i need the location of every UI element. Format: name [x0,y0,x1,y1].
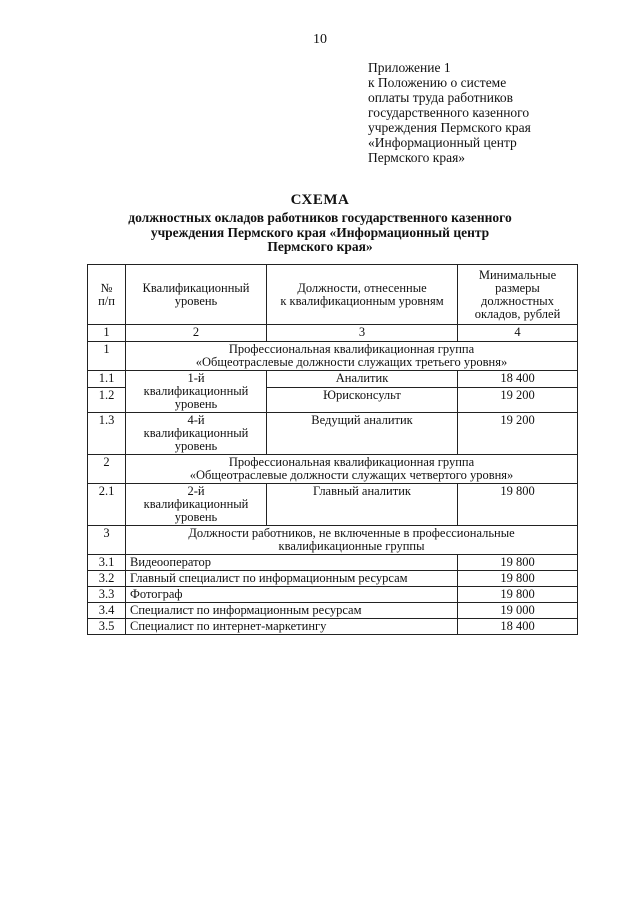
row-num: 1 [88,342,126,371]
row-num: 3.4 [88,603,126,619]
row-num: 1.3 [88,413,126,455]
salary-value: 19 800 [458,484,578,526]
table-row [88,603,578,619]
qualification-level: 2-й квалификационный уровень [126,484,267,526]
appendix-line: Пермского края» [368,150,466,165]
salary-value: 18 400 [458,619,578,635]
appendix-line: оплаты труда работников [368,90,513,105]
salary-value: 19 200 [458,413,578,455]
document-title: СХЕМА [290,192,350,208]
appendix-line: «Информационный центр [368,135,517,150]
page-number: 10 [313,32,327,47]
appendix-line: к Положению о системе [368,75,507,90]
row-num: 1.1 [88,371,126,388]
table-row [88,555,578,571]
position-name: Фотограф [126,587,458,603]
subtitle-line: учреждения Пермского края «Информационный центр [150,224,490,240]
header-positions: Должности, отнесенные к квалификационным уровням [267,265,458,325]
header-salary: Минимальные размеры должностных окладов, рублей [458,265,578,325]
salary-value: 19 200 [458,388,578,413]
header-num: № п/п [88,265,126,325]
table-row [88,587,578,603]
row-num: 1.2 [88,388,126,413]
appendix-line: учреждения Пермского края [368,120,531,135]
table-row [88,484,578,526]
table-row [88,371,578,388]
group-title: Должности работников, не включенные в профессиональные квалификационные группы [126,526,578,555]
group-title: Профессиональная квалификационная группа «Общеотраслевые должности служащих четвертого уровня» [126,455,578,484]
position-name: Главный аналитик [267,484,458,526]
table-header-row [88,265,578,325]
salary-value: 19 800 [458,587,578,603]
column-number: 2 [126,325,267,342]
column-number: 3 [267,325,458,342]
salary-value: 19 000 [458,603,578,619]
row-num: 3.5 [88,619,126,635]
row-num: 2.1 [88,484,126,526]
appendix-note [368,60,608,165]
row-num: 3.2 [88,571,126,587]
document-subtitle [80,211,560,255]
salary-value: 18 400 [458,371,578,388]
position-name: Ведущий аналитик [267,413,458,455]
group-row-3 [88,526,578,555]
salary-value: 19 800 [458,571,578,587]
column-number-row [88,325,578,342]
subtitle-line: Пермского края» [267,239,373,254]
column-number: 1 [88,325,126,342]
row-num: 3 [88,526,126,555]
position-name: Юрисконсульт [267,388,458,413]
position-name: Специалист по информационным ресурсам [126,603,458,619]
table-row [88,413,578,455]
column-number: 4 [458,325,578,342]
salary-table [87,264,578,635]
position-name: Специалист по интернет-маркетингу [126,619,458,635]
group-row-1 [88,342,578,371]
row-num: 3.3 [88,587,126,603]
row-num: 3.1 [88,555,126,571]
table-row [88,619,578,635]
header-level: Квалификационный уровень [126,265,267,325]
appendix-line: государственного казенного [368,105,530,120]
subtitle-line: должностных окладов работников государственного казенного [128,210,512,225]
row-num: 2 [88,455,126,484]
position-name: Главный специалист по информационным ресурсам [126,571,458,587]
appendix-line: Приложение 1 [368,60,451,75]
group-row-2 [88,455,578,484]
position-name: Видеооператор [126,555,458,571]
position-name: Аналитик [267,371,458,388]
table-row [88,571,578,587]
qualification-level: 1-й квалификационный уровень [126,371,267,413]
salary-value: 19 800 [458,555,578,571]
group-title: Профессиональная квалификационная группа «Общеотраслевые должности служащих третьего уровня» [126,342,578,371]
qualification-level: 4-й квалификационный уровень [126,413,267,455]
